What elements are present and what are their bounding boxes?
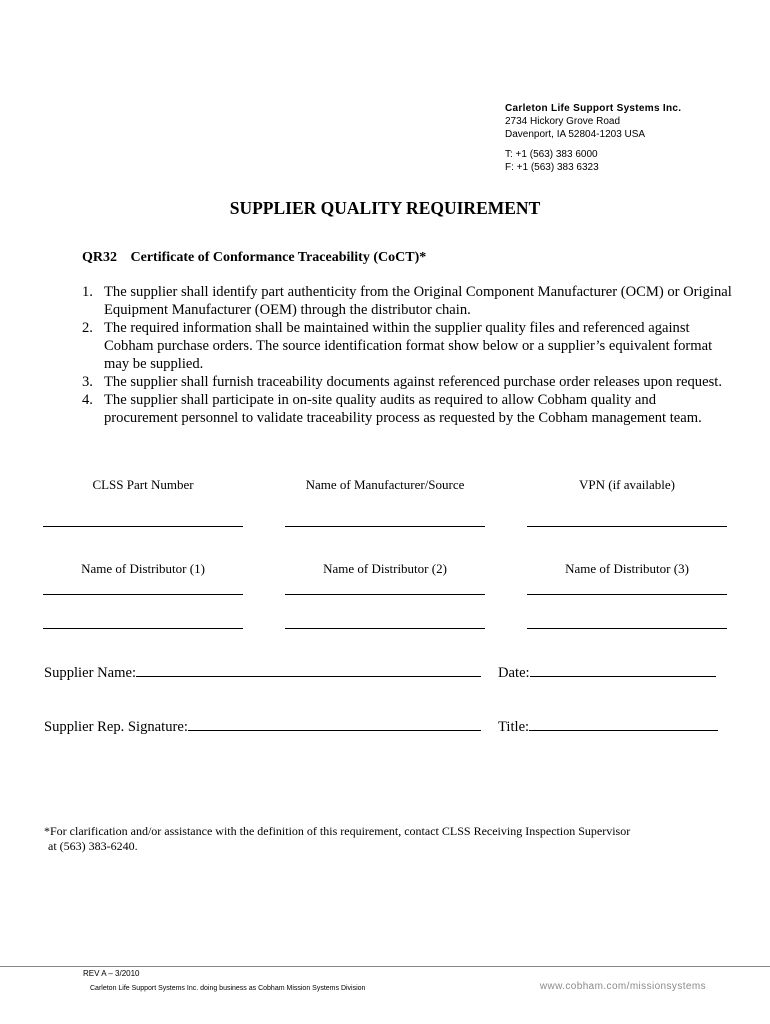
fax-number: F: +1 (563) 383 6323 <box>505 162 599 173</box>
date-label: Date: <box>498 665 530 681</box>
footer-divider <box>0 966 770 967</box>
website-link[interactable]: www.cobham.com/missionsystems <box>539 981 706 992</box>
phone-number: T: +1 (563) 383 6000 <box>505 149 598 160</box>
city-address: Davenport, IA 52804-1203 USA <box>505 129 646 140</box>
date-row <box>498 662 716 682</box>
signature-row <box>44 716 481 736</box>
title-field[interactable] <box>529 716 718 731</box>
part-number-field[interactable] <box>43 526 243 527</box>
manufacturer-label: Name of Manufacturer/Source <box>305 477 465 492</box>
document-title: SUPPLIER QUALITY REQUIREMENT <box>229 198 541 218</box>
requirement-heading <box>82 250 426 266</box>
clarification-note: *For clarification and/or assistance with the definition of this requirement, contact CLSS Receiving Inspection Supervisor at (563) 383-6240. <box>44 824 631 853</box>
distributor-1-label: Name of Distributor (1) <box>81 561 205 576</box>
revision-label: REV A – 3/2010 <box>83 969 140 978</box>
part-number-label: CLSS Part Number <box>92 477 194 492</box>
street-address: 2734 Hickory Grove Road <box>505 116 621 127</box>
distributor-2-field[interactable] <box>285 594 485 595</box>
distributor-1-field[interactable] <box>43 594 243 595</box>
supplier-name-field[interactable] <box>136 662 481 677</box>
distributor-2-field-extra[interactable] <box>285 628 485 629</box>
title-row <box>498 716 718 736</box>
distributor-3-field-extra[interactable] <box>527 628 727 629</box>
date-field[interactable] <box>530 662 716 677</box>
signature-label: Supplier Rep. Signature: <box>44 719 188 735</box>
division-statement: Carleton Life Support Systems Inc. doing business as Cobham Mission Systems Division <box>90 985 366 992</box>
distributor-1-field-extra[interactable] <box>43 628 243 629</box>
vpn-field[interactable] <box>527 526 727 527</box>
requirement-list <box>82 283 732 427</box>
manufacturer-field[interactable] <box>285 526 485 527</box>
signature-field[interactable] <box>188 716 481 731</box>
title-label: Title: <box>498 719 530 735</box>
supplier-name-label: Supplier Name: <box>44 665 137 681</box>
company-name: Carleton Life Support Systems Inc. <box>505 103 682 114</box>
requirement-code: QR32 <box>82 250 117 265</box>
list-item: 2. The required information shall be maintained within the supplier quality files and referenced against Cobham purchase orders. The source identification format show below or a supplier’s equivalent format may be supplied. <box>82 320 713 372</box>
requirement-name: Certificate of Conformance Traceability (CoCT)* <box>130 250 427 265</box>
distributor-3-label: Name of Distributor (3) <box>565 561 689 576</box>
supplier-name-row <box>44 662 481 682</box>
distributor-2-label: Name of Distributor (2) <box>323 561 447 576</box>
list-item: 4. The supplier shall participate in on-site quality audits as required to allow Cobham quality and procurement personnel to validate traceability process as requested by the Cobham management team. <box>82 392 702 426</box>
list-item: 3. The supplier shall furnish traceability documents against referenced purchase order releases upon request. <box>82 374 722 390</box>
vpn-label: VPN (if available) <box>578 477 676 492</box>
distributor-3-field[interactable] <box>527 594 727 595</box>
company-address-block <box>505 102 755 174</box>
list-item: 1. The supplier shall identify part authenticity from the Original Component Manufacturer (OCM) or Original Equipment Manufacturer (OEM) through the distributor chain. <box>82 284 732 318</box>
